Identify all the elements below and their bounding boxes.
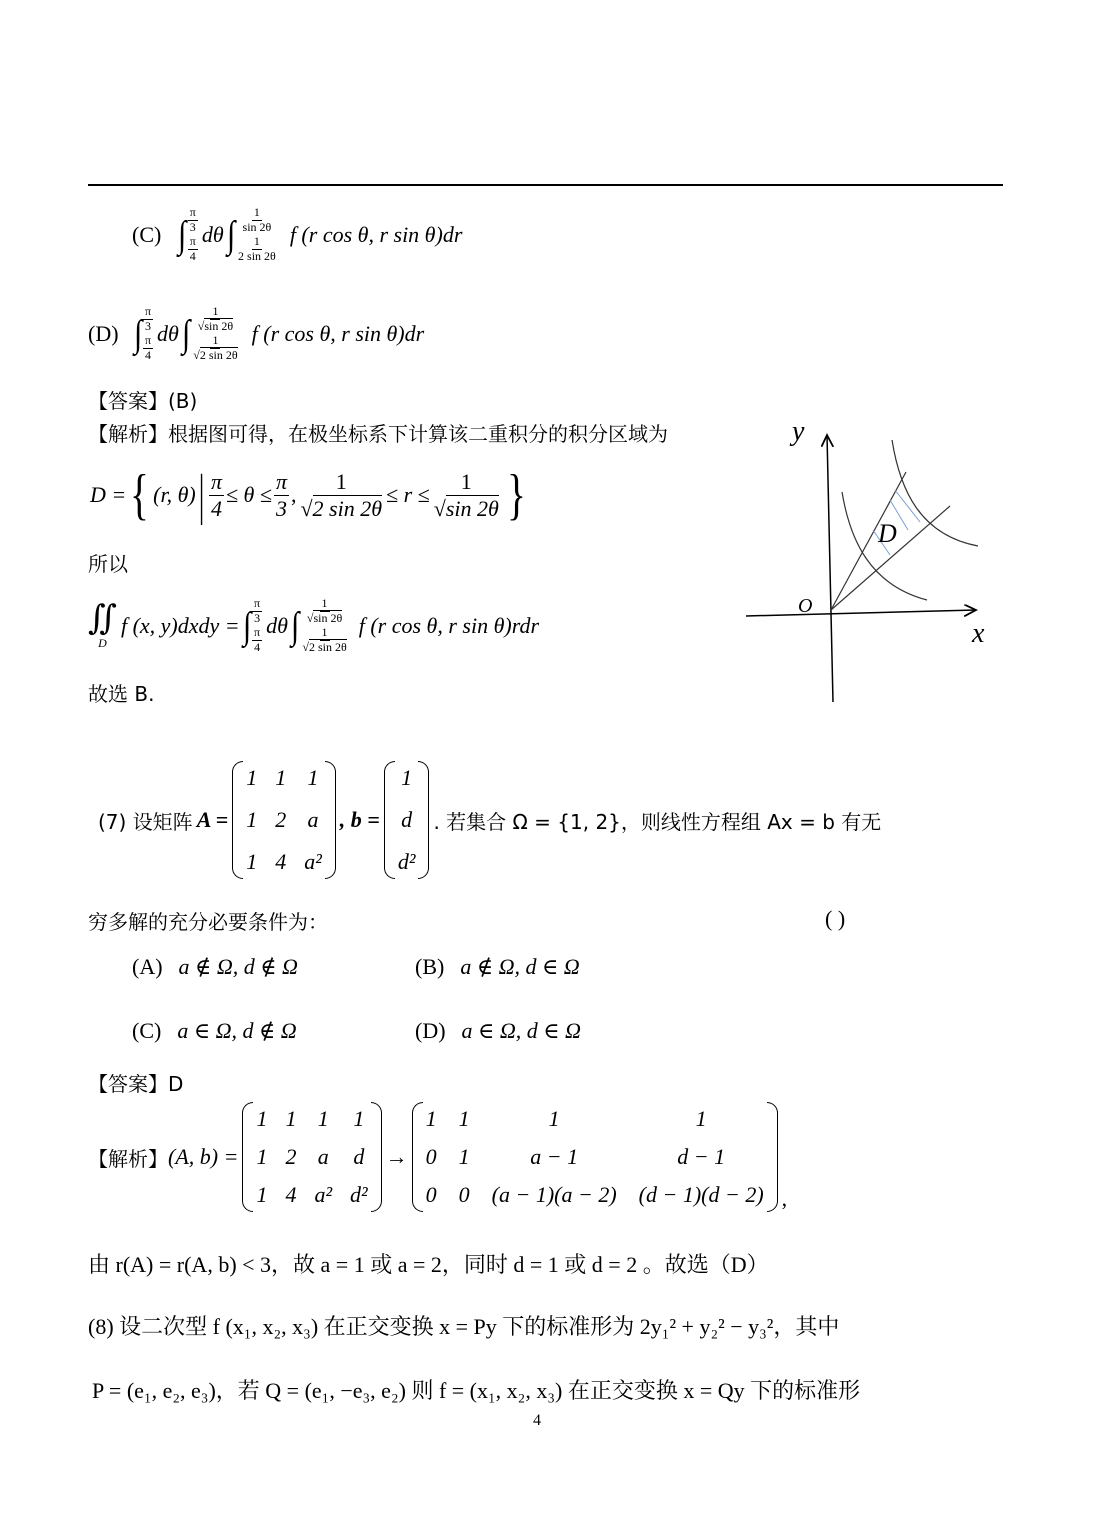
reduced-matrix (412, 1102, 778, 1212)
matrix-cell: (a − 1)(a − 2) (491, 1182, 617, 1207)
option-d (415, 1018, 581, 1044)
pair: (r, θ) (153, 482, 196, 507)
x-axis (746, 610, 976, 616)
region-definition (90, 460, 530, 530)
analysis-q6: 【解析】根据图可得，在极坐标系下计算该二重积分的积分区域为 (88, 422, 668, 446)
dtheta: dθ (266, 613, 288, 638)
integral-limits (141, 305, 155, 362)
upper-limit: $\frac{1}{√\sin 2\theta}$ (306, 596, 343, 626)
integral-limits (250, 597, 264, 654)
analysis-label: 【解析】 (88, 1146, 168, 1171)
matrix-cell: 1 (285, 1106, 297, 1131)
upper-limit: $\frac{1}{\sin 2\theta}$ (242, 205, 272, 235)
matrix-cell: 1 (256, 1106, 268, 1131)
option-text: a ∉ Ω, d ∈ Ω (460, 954, 580, 979)
analysis-q7 (88, 1102, 787, 1212)
answer-q7: 【答案】D (88, 1072, 184, 1096)
matrix-cell: d² (350, 1182, 368, 1207)
matrix-cell: a² (314, 1182, 333, 1207)
augmented-label: (A, b) = (168, 1144, 239, 1169)
integral-r: ∫ $\frac{1}{√\sin 2\theta}$ $\frac{1}{√2 \sin 2\theta}$ (290, 597, 351, 654)
origin-label: O (798, 595, 813, 617)
matrix-cell: 1 (246, 765, 258, 790)
lower-limit: $\frac{\pi}{4}$ (189, 234, 196, 263)
option-text: a ∉ Ω, d ∉ Ω (178, 954, 298, 979)
brace-open: { (130, 464, 150, 526)
matrix-cell: 1 (425, 1106, 437, 1131)
integral-theta (177, 206, 199, 263)
matrix-cell: d² (397, 849, 416, 874)
lower-limit: $\frac{\pi}{4}$ (144, 333, 152, 362)
matrix-cell: (d − 1)(d − 2) (638, 1182, 764, 1207)
matrix-cell: 1 (256, 1182, 268, 1207)
matrix-cell: a² (304, 849, 322, 874)
double-integral-sign: ∬ D (88, 599, 117, 650)
so-text: 所以 (88, 552, 128, 576)
matrix-cell: 1 (401, 765, 413, 790)
polar-region-figure (740, 410, 1020, 710)
upper-limit: $\frac{\pi}{3}$ (144, 304, 152, 334)
matrix-cell: d − 1 (677, 1144, 726, 1169)
option-label: (D) (88, 321, 119, 346)
integral-limits (298, 597, 350, 654)
matrix-cell: 4 (275, 849, 287, 874)
lower-limit: $\frac{1}{√2 \sin 2\theta}$ (193, 333, 238, 362)
matrix-cell: 0 (425, 1144, 437, 1169)
option-c (132, 200, 462, 270)
lhs: f (x, y)dxdy = (120, 613, 240, 638)
integrand: f (r cos θ, r sin θ)rdr (358, 613, 540, 638)
matrix-cell: 1 (458, 1144, 470, 1169)
option-c (132, 1018, 297, 1044)
matrix-cell: d (401, 807, 413, 832)
integral-limits (189, 305, 241, 362)
theta-bounds: ≤ θ ≤ (225, 482, 272, 507)
trailing-comma: , (781, 1186, 788, 1211)
pi-over-4: $\frac{\pi}{4}$ (210, 469, 222, 521)
option-text: a ∈ Ω, d ∈ Ω (461, 1018, 581, 1043)
matrix-a (232, 761, 336, 879)
option-label: (A) (132, 954, 163, 979)
integral-r: ∫ $\frac{1}{√\sin 2\theta}$ $\frac{1}{√2 \sin 2\theta}$ (181, 305, 242, 362)
answer-paren: ( ) (825, 906, 846, 931)
pi-over-3: $\frac{\pi}{3}$ (275, 469, 287, 521)
vector-b-label: , b = (339, 807, 380, 832)
question-8-line1: (8) 设二次型 f (x₁, x₂, x₃) 在正交变换 x = Py 下的标准形为 2y₁² + y₂² − y₃²，其中 (88, 1314, 840, 1339)
double-integral (88, 590, 539, 662)
arrow: → (385, 1144, 408, 1169)
upper-limit: $\frac{\pi}{3}$ (254, 596, 261, 626)
matrix-cell: a − 1 (530, 1144, 579, 1169)
integral-theta: ∫ $\frac{\pi}{3}$ $\frac{\pi}{4}$ (133, 305, 155, 362)
matrix-cell: d (353, 1144, 365, 1169)
matrix-cell: a (317, 1144, 329, 1169)
question-7 (98, 750, 881, 890)
upper-limit: $\frac{\pi}{3}$ (189, 205, 196, 235)
option-a (132, 954, 298, 980)
region-lhs: D = (90, 482, 127, 507)
option-text: a ∈ Ω, d ∉ Ω (177, 1018, 297, 1043)
matrix-cell: 2 (285, 1144, 297, 1169)
brace-close: } (506, 464, 526, 526)
matrix-cell: 1 (256, 1144, 268, 1169)
r-lower: $\frac{1}{√2 \sin 2\theta}$ (300, 469, 383, 521)
option-label: (C) (132, 1018, 162, 1043)
answer-q6: 【答案】(B) (88, 389, 198, 413)
matrix-cell: 0 (458, 1182, 470, 1207)
matrix-cell: 1 (246, 807, 258, 832)
option-label: (D) (415, 1018, 446, 1043)
augmented-matrix (242, 1102, 381, 1212)
question-suffix: . 若集合 Ω = {1, 2}，则线性方程组 Ax = b 有无 (433, 809, 882, 834)
y-axis (827, 435, 833, 702)
dtheta: dθ (201, 222, 224, 247)
option-label: (B) (415, 954, 445, 979)
matrix-cell: 1 (353, 1106, 365, 1131)
matrix-cell: 1 (317, 1106, 329, 1131)
lower-limit: $\frac{\pi}{4}$ (254, 625, 261, 654)
integral-theta: ∫ $\frac{\pi}{3}$ $\frac{\pi}{4}$ (242, 597, 264, 654)
comma: , (290, 482, 297, 507)
matrix-cell: 1 (548, 1106, 560, 1131)
conclusion-q6: 故选 B. (88, 682, 155, 706)
vector-b (384, 761, 430, 879)
question-prefix: (7) 设矩阵 (98, 809, 193, 834)
region-label: D (878, 519, 897, 548)
matrix-cell: 2 (275, 807, 287, 832)
page-number: 4 (533, 1412, 541, 1429)
matrix-cell: 1 (695, 1106, 707, 1131)
matrix-cell: a (307, 807, 319, 832)
matrix-cell: 1 (307, 765, 319, 790)
r-bounds: ≤ r ≤ (386, 482, 430, 507)
lower-limit: $\frac{1}{√2 \sin 2\theta}$ (302, 625, 347, 654)
integral-r: ∫ $\frac{1}{\sin 2\theta}$ $\frac{1}{2 \sin 2\theta}$ (226, 206, 280, 263)
r-upper: $\frac{1}{√\sin 2\theta}$ (433, 469, 499, 521)
header-rule (88, 184, 1003, 186)
integrand: f (r cos θ, r sin θ)dr (251, 321, 425, 346)
lower-limit: $\frac{1}{2 \sin 2\theta}$ (238, 234, 276, 263)
x-label: x (972, 618, 985, 649)
integral-limits (234, 206, 280, 263)
matrix-cell: 4 (285, 1182, 297, 1207)
matrix-a-label: A = (196, 807, 229, 832)
matrix-cell: 1 (275, 765, 287, 790)
y-label: y (792, 416, 805, 447)
condition-bar: | (198, 464, 205, 526)
option-b (415, 954, 580, 980)
integral-limits (186, 206, 200, 263)
matrix-cell: 0 (425, 1182, 437, 1207)
reasoning-q7: 由 r(A) = r(A, b) < 3，故 a = 1 或 a = 2，同时 d = 1 或 d = 2 。故选（D） (88, 1252, 769, 1277)
question-7-line2: 穷多解的充分必要条件为： (88, 910, 328, 934)
dtheta: dθ (157, 321, 179, 346)
matrix-cell: 1 (458, 1106, 470, 1131)
outer-curve (892, 440, 978, 546)
integrand: f (r cos θ, r sin θ)dr (289, 222, 463, 247)
matrix-cell: 1 (246, 849, 258, 874)
integral-sign: ∫ (178, 214, 187, 256)
question-8-line2: P = (e₁, e₂, e₃)，若 Q = (e₁, −e₃, e₂) 则 f = (x₁, x₂, x₃) 在正交变换 x = Qy 下的标准形 (92, 1378, 861, 1403)
option-d (88, 298, 424, 370)
upper-limit: $\frac{1}{√\sin 2\theta}$ (197, 304, 234, 334)
option-label: (C) (132, 222, 162, 247)
